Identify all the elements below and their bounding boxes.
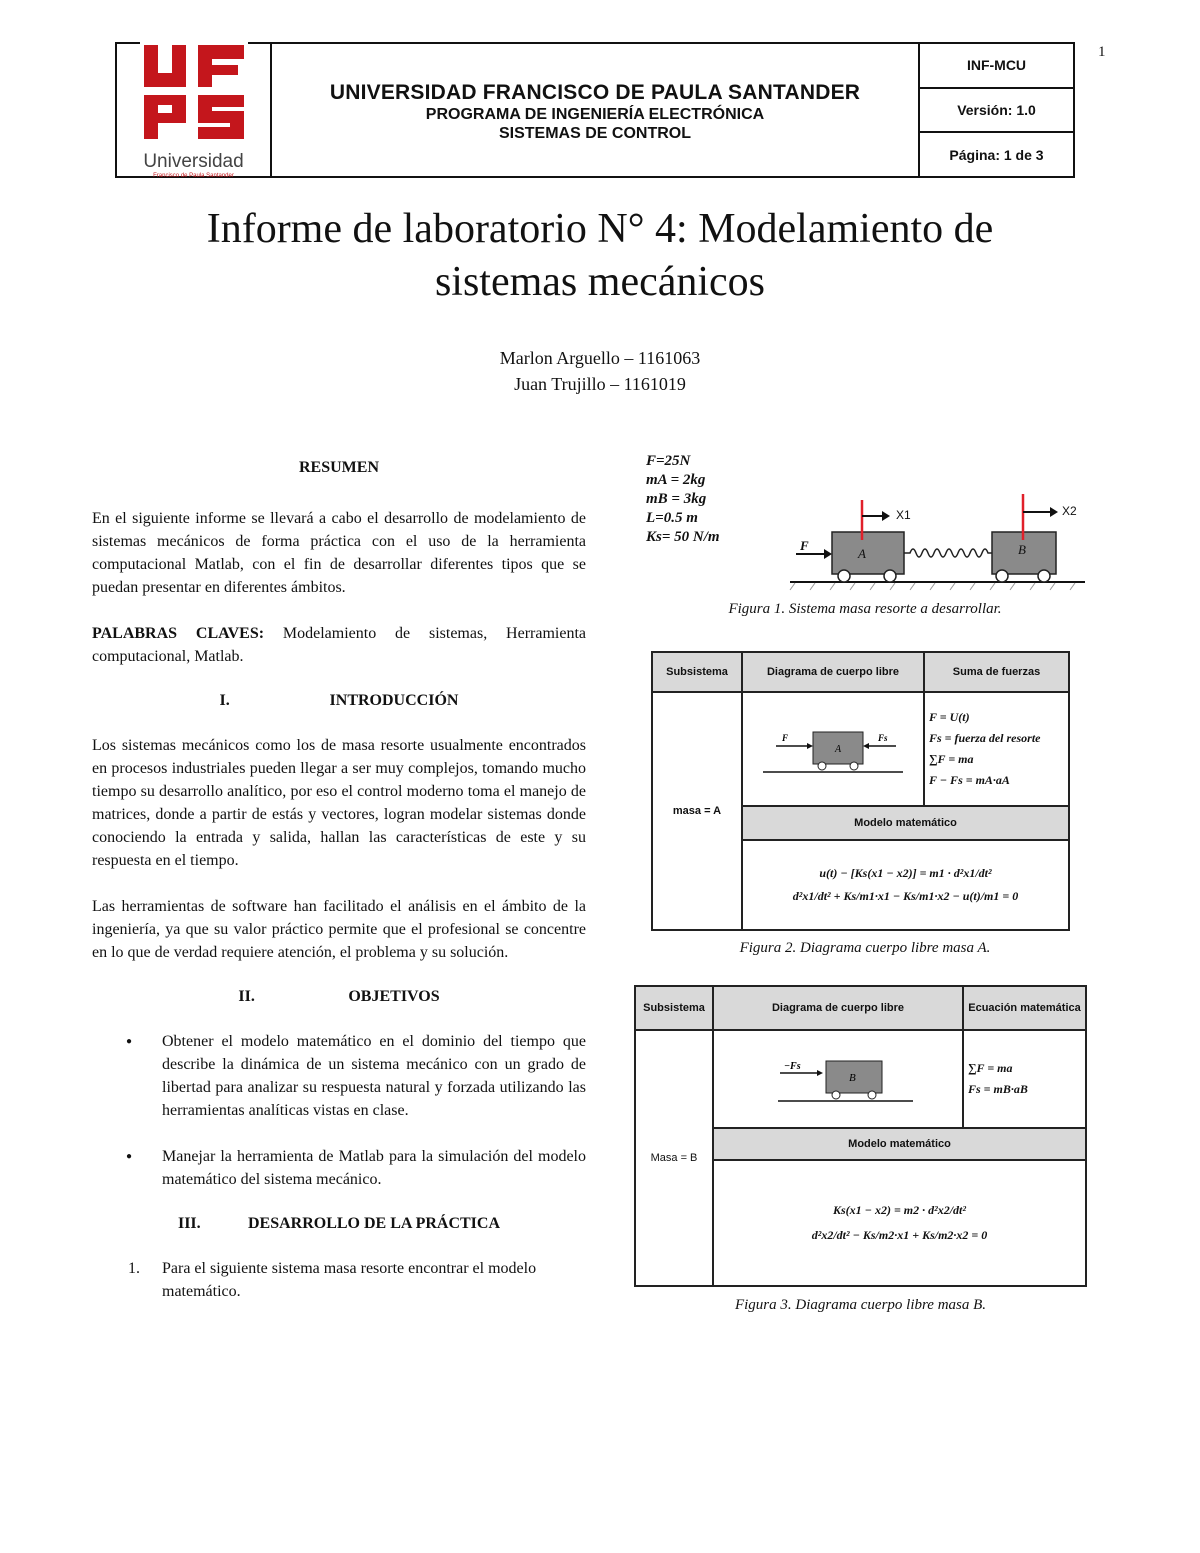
author-1: Marlon Arguello – 1161063 [499, 348, 701, 368]
title-line-1: Informe de laboratorio N° 4: Modelamiento de [206, 206, 994, 252]
figure-3-caption: Figura 3. Diagrama cuerpo libre masa B. [734, 1297, 987, 1313]
keywords-text: Modelamiento de sistemas, Herramienta computacional, Matlab. [92, 625, 586, 665]
label-spring-force: Fs [878, 732, 888, 743]
label-force: F [782, 732, 789, 743]
left-column [92, 456, 586, 1303]
model-eq-1: u(t) − [Ks(x1 − x2)] = m1 · d²x1/dt² [819, 866, 992, 880]
label-x2: X2 [1062, 504, 1077, 518]
free-body-diagram-a [742, 692, 924, 806]
objetivos-list [92, 1030, 586, 1191]
university-logo [117, 44, 272, 179]
label-x1: X1 [896, 508, 911, 522]
model-eq-1: Ks(x1 − x2) = m2 · d²x2/dt² [833, 1203, 966, 1217]
col-header: Subsistema [635, 986, 713, 1030]
col-header: Ecuación matemática [963, 986, 1086, 1030]
list-item: ● Obtener el modelo matemático en el dominio del tiempo que describe la dinámica de un sistema mecánico con un grado de libertad para analizar su respuesta natural y forzada utilizando las herramientas analíticas vistas en clase. [92, 1030, 586, 1122]
model-eq-2: d²x2/dt² − Ks/m2·x1 + Ks/m2·x2 = 0 [811, 1228, 988, 1242]
col-header: Diagrama de cuerpo libre [742, 652, 924, 692]
free-body-a-icon [758, 708, 908, 788]
model-eq-2: d²x1/dt² + Ks/m1·x1 − Ks/m1·x2 − u(t)/m1 = 0 [792, 889, 1019, 903]
model-equations-b [713, 1160, 1086, 1286]
intro-paragraph-2: Las herramientas de software han facilitado el análisis en el ámbito de la ingeniería, ya que su valor práctico permite que el profesional se concentre en lo que de verdad requiere atención, el problema y su solución. [92, 898, 586, 961]
force-eq: ∑F = ma [968, 1061, 1013, 1075]
header-meta [920, 44, 1073, 176]
logo-word: Universidad [143, 151, 244, 172]
free-body-diagram-b [713, 1030, 963, 1128]
figure-3-table [634, 985, 1087, 1287]
section-number: I. [219, 692, 230, 709]
resumen-text: En el siguiente informe se llevará a cabo el desarrollo de modelamiento de sistemas mecánicos de forma práctica con el uso de la herramienta computacional Matlab, con el fin de desarrollar diferentes tipos que se puedan presentar en diferentes ámbitos. [92, 510, 586, 596]
keywords-label: PALABRAS CLAVES: [92, 625, 265, 642]
param-mass-a: mA = 2kg [646, 472, 706, 488]
list-item: ● Manejar la herramienta de Matlab para la simulación del modelo matemático del sistema mecánico. [92, 1145, 586, 1191]
authors [300, 345, 900, 397]
label-mass-a: A [858, 546, 866, 561]
param-spring: Ks= 50 N/m [646, 529, 720, 545]
figure-1 [640, 448, 1090, 598]
model-label: Modelo matemático [742, 806, 1069, 840]
item-number: 1. [128, 1260, 140, 1277]
document-code: INF-MCU [966, 57, 1027, 74]
label-mass-a: A [835, 743, 842, 755]
force-sum-a [924, 692, 1069, 806]
model-equations-a [742, 840, 1069, 930]
col-header: Diagrama de cuerpo libre [713, 986, 963, 1030]
mass-spring-diagram [640, 448, 1090, 598]
row-label: masa = A [652, 692, 742, 930]
section-number: II. [238, 988, 255, 1005]
label-mass-b: B [1018, 542, 1026, 557]
list-item [92, 1257, 586, 1303]
param-length: L=0.5 m [646, 510, 698, 526]
resumen-heading: RESUMEN [298, 459, 379, 476]
title-line-2: sistemas mecánicos [434, 259, 766, 305]
force-eq: F − Fs = mA·aA [929, 773, 1010, 787]
label-force: F [800, 538, 809, 553]
university-name: UNIVERSIDAD FRANCISCO DE PAULA SANTANDER [329, 81, 861, 104]
document-header [115, 42, 1075, 178]
figure-2-caption: Figura 2. Diagrama cuerpo libre masa A. [739, 940, 991, 956]
paper-title [100, 203, 1100, 309]
author-2: Juan Trujillo – 1161019 [514, 374, 686, 394]
col-header: Suma de fuerzas [924, 652, 1069, 692]
label-spring-force: −Fs [784, 1060, 801, 1072]
section-title: OBJETIVOS [348, 988, 440, 1005]
section-intro-heading [92, 689, 586, 712]
header-titles [272, 44, 920, 176]
item-text: Para el siguiente sistema masa resorte encontrar el modelo matemático. [162, 1260, 537, 1300]
row-label: Masa = B [635, 1030, 713, 1286]
page-number: 1 [1098, 44, 1106, 60]
program-name: PROGRAMA DE INGENIERÍA ELECTRÓNICA [425, 106, 765, 123]
section-number: III. [177, 1215, 201, 1232]
document-page: Página: 1 de 3 [920, 131, 1073, 176]
document-version: Versión: 1.0 [920, 87, 1073, 132]
force-eq: Fs = fuerza del resorte [929, 731, 1041, 745]
intro-paragraph-1: Los sistemas mecánicos como los de masa resorte usualmente encontrados en procesos industriales pueden llegar a ser muy complejos, tomando mucho tiempo su desarrollo analítico, por eso el control moderno toma el manejo de matrices, donde a partir de estás y vectores, logran modelar sistemas donde conociendo la entrada y salida, hallan las características de este y su respuesta en el tiempo. [92, 737, 586, 869]
keywords [92, 622, 586, 668]
section-title: INTRODUCCIÓN [329, 692, 459, 709]
force-eq: F = U(t) [929, 710, 970, 724]
force-sum-b [963, 1030, 1086, 1128]
free-body-b-icon [758, 1043, 918, 1113]
param-force: F=25N [646, 453, 691, 469]
force-eq: ∑F = ma [929, 752, 974, 766]
force-eq: Fs = mB·aB [968, 1082, 1028, 1096]
section-title: DESARROLLO DE LA PRÁCTICA [247, 1215, 501, 1232]
figure-1-caption: Figura 1. Sistema masa resorte a desarrollar. [728, 601, 1002, 617]
figure-2-table [651, 651, 1070, 931]
model-label: Modelo matemático [713, 1128, 1086, 1160]
spring [904, 549, 992, 557]
col-header: Subsistema [652, 652, 742, 692]
section-desarrollo-heading [92, 1212, 586, 1235]
section-objetivos-heading [92, 985, 586, 1008]
param-mass-b: mB = 3kg [646, 491, 707, 507]
mass-a-block [832, 532, 904, 574]
ufps-logo-icon [140, 41, 248, 143]
course-name: SISTEMAS DE CONTROL [498, 125, 691, 142]
label-mass-b: B [849, 1071, 856, 1084]
logo-subword: Francisco de Paula Santander [153, 173, 234, 179]
